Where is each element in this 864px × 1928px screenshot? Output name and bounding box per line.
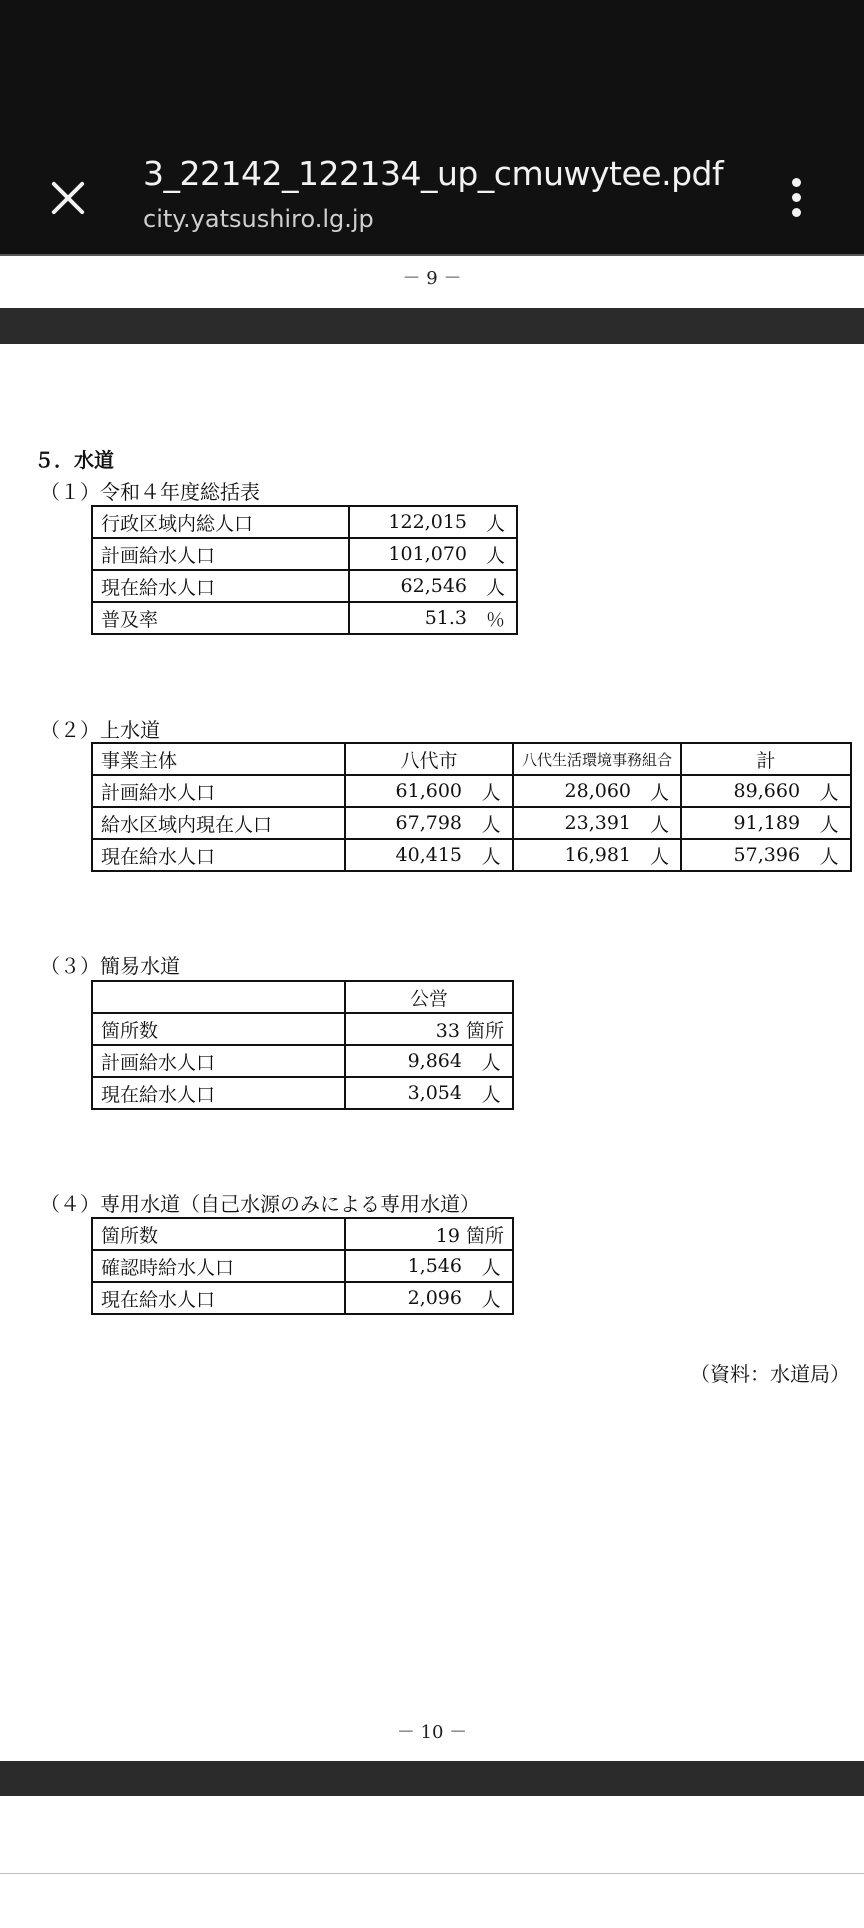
previous-page-number: － 9 － (402, 268, 462, 289)
private-water-table (91, 1217, 514, 1315)
row-value: 61,600 (345, 775, 470, 807)
table-header-row (92, 981, 513, 1013)
summary-table (91, 505, 518, 635)
section-title: ５．水道 (34, 448, 114, 472)
table-row (92, 1013, 513, 1045)
row-unit: 人 (808, 807, 851, 839)
row-unit: 人 (470, 1045, 513, 1077)
row-unit: 人 (639, 839, 681, 871)
row-value: 89,660 (681, 775, 808, 807)
row-unit: 人 (808, 775, 851, 807)
row-value: 67,798 (345, 807, 470, 839)
row-value: 3,054 (345, 1077, 470, 1109)
row-label: 現在給水人口 (92, 570, 349, 602)
row-value: 1,546 (345, 1250, 470, 1282)
row-label: 現在給水人口 (92, 839, 345, 871)
header-cell-empty (92, 981, 345, 1013)
viewer-toolbar (0, 0, 864, 256)
table-row (92, 1250, 513, 1282)
row-value: 23,391 (513, 807, 639, 839)
row-value: 19 箇所 (345, 1218, 513, 1250)
table-row (92, 1045, 513, 1077)
table1-heading: （１）令和４年度総括表 (40, 480, 260, 504)
row-label: 普及率 (92, 602, 349, 634)
row-unit: 人 (808, 839, 851, 871)
row-unit: 人 (470, 775, 513, 807)
row-unit: 人 (475, 570, 517, 602)
header-cell: 事業主体 (92, 743, 345, 775)
row-value: 28,060 (513, 775, 639, 807)
row-unit: 人 (470, 807, 513, 839)
row-label: 確認時給水人口 (92, 1250, 345, 1282)
table-row (92, 839, 851, 871)
row-unit: 人 (639, 775, 681, 807)
row-value: 40,415 (345, 839, 470, 871)
row-label: 現在給水人口 (92, 1077, 345, 1109)
row-unit: 人 (470, 1282, 513, 1314)
row-unit: 人 (470, 1250, 513, 1282)
row-value: 62,546 (349, 570, 475, 602)
row-value: 101,070 (349, 538, 475, 570)
table-row (92, 506, 517, 538)
table-row (92, 570, 517, 602)
close-icon[interactable] (42, 172, 94, 224)
table-row (92, 807, 851, 839)
row-label: 箇所数 (92, 1218, 345, 1250)
more-options-icon[interactable] (782, 176, 812, 220)
row-value: 91,189 (681, 807, 808, 839)
table-row (92, 538, 517, 570)
row-value: 2,096 (345, 1282, 470, 1314)
row-label: 現在給水人口 (92, 1282, 345, 1314)
row-value: 16,981 (513, 839, 639, 871)
row-unit: 人 (470, 839, 513, 871)
row-value: 33 箇所 (345, 1013, 513, 1045)
header-cell: 八代生活環境事務組合 (513, 743, 681, 775)
header-cell: 公営 (345, 981, 513, 1013)
row-value: 51.3 (349, 602, 475, 634)
row-unit: 人 (470, 1077, 513, 1109)
table3-heading: （３）簡易水道 (40, 954, 180, 978)
row-label: 箇所数 (92, 1013, 345, 1045)
row-label: 計画給水人口 (92, 775, 345, 807)
header-cell: 八代市 (345, 743, 513, 775)
table-row (92, 602, 517, 634)
row-value: 9,864 (345, 1045, 470, 1077)
page-separator (0, 308, 864, 344)
row-label: 行政区域内総人口 (92, 506, 349, 538)
file-name: 3_22142_122134_up_cmuwytee.pdf (143, 154, 724, 193)
table-header-row (92, 743, 851, 775)
row-value: 57,396 (681, 839, 808, 871)
table2-heading: （２）上水道 (40, 718, 160, 742)
row-unit: ％ (475, 602, 517, 634)
page-separator (0, 1761, 864, 1796)
table4-heading: （４）専用水道（自己水源のみによる専用水道） (40, 1192, 480, 1216)
header-cell: 計 (681, 743, 851, 775)
file-domain: city.yatsushiro.lg.jp (143, 205, 374, 233)
table-row (92, 775, 851, 807)
row-label: 計画給水人口 (92, 1045, 345, 1077)
table-row (92, 1282, 513, 1314)
page-number: － 10 － (396, 1722, 468, 1743)
row-unit: 人 (475, 506, 517, 538)
source-note: （資料：水道局） (690, 1362, 850, 1386)
table-row (92, 1218, 513, 1250)
row-label: 給水区域内現在人口 (92, 807, 345, 839)
table-row (92, 1077, 513, 1109)
row-unit: 人 (475, 538, 517, 570)
simple-water-table (91, 980, 514, 1110)
water-supply-table (91, 742, 852, 872)
row-value: 122,015 (349, 506, 475, 538)
row-unit: 人 (639, 807, 681, 839)
row-label: 計画給水人口 (92, 538, 349, 570)
page-edge-line (0, 1873, 864, 1874)
